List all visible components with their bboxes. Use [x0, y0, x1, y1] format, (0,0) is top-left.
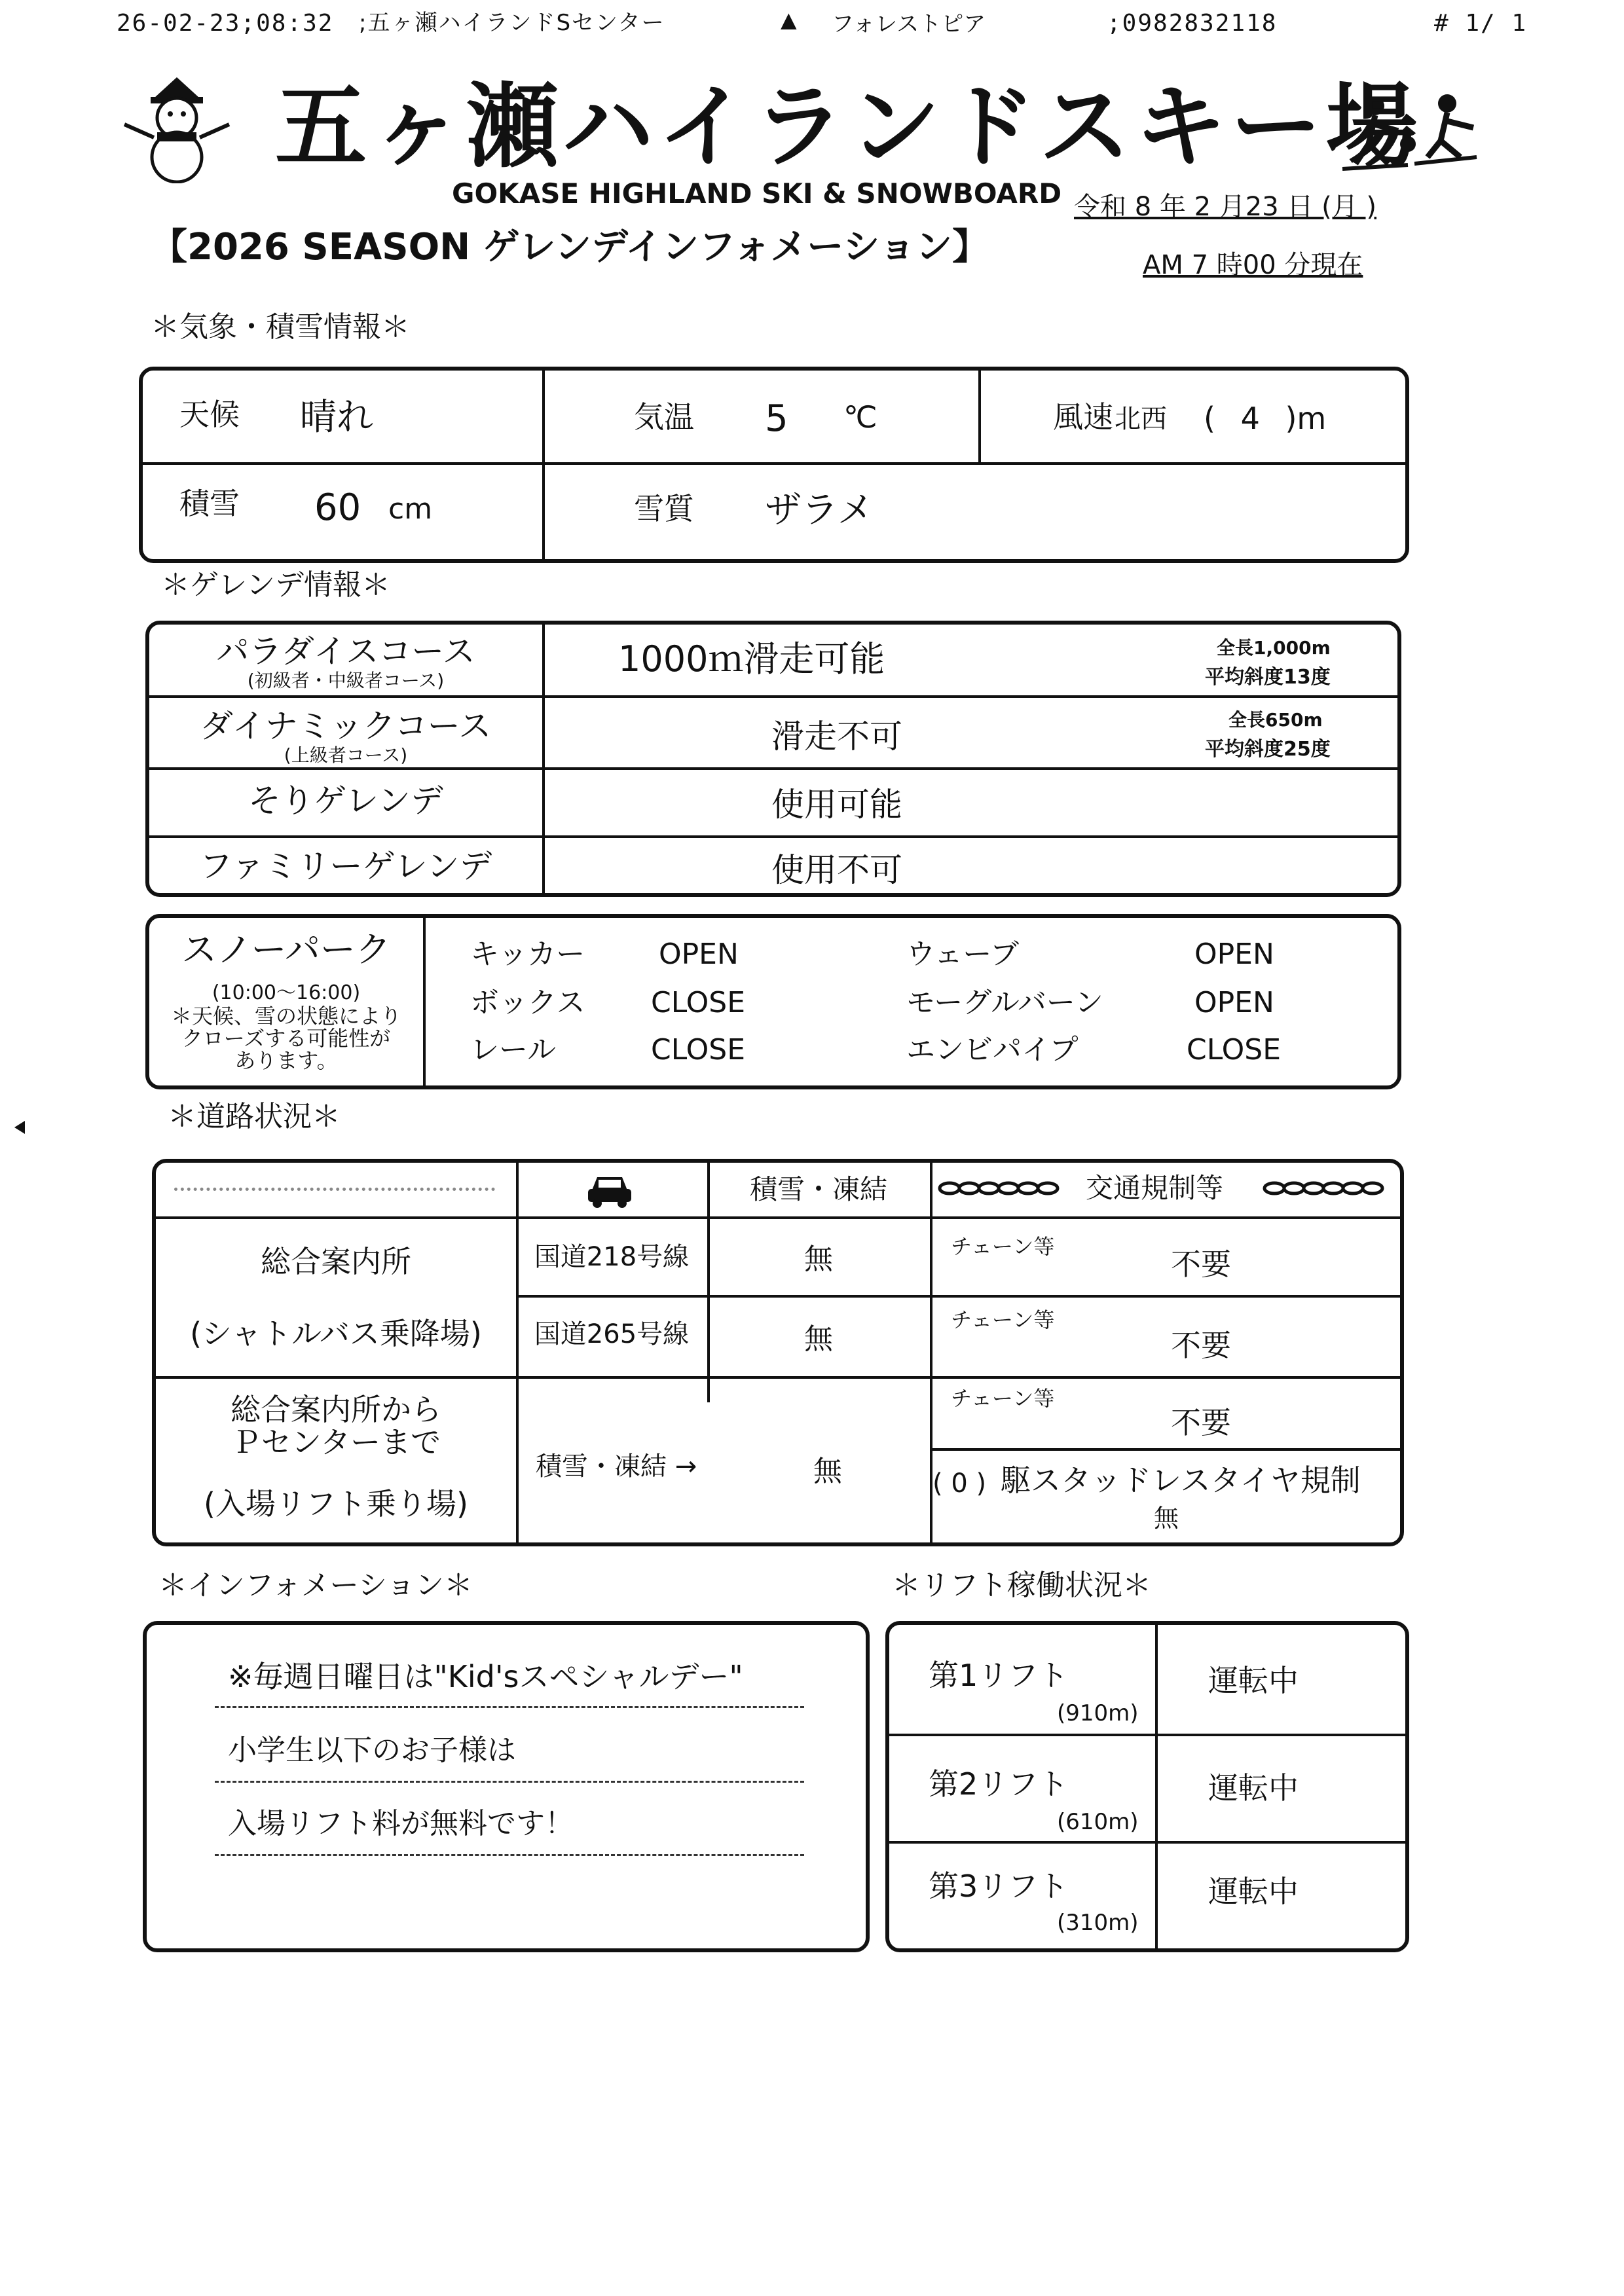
route-name: 国道265号線 [534, 1319, 690, 1349]
weather-section-heading: ＊気象・積雪情報＊ [151, 310, 410, 344]
slopes-section-heading: ＊ゲレンデ情報＊ [161, 568, 391, 602]
slope-sub: (初級者・中級者コース) [247, 670, 445, 691]
temp-unit: ℃ [843, 399, 877, 435]
studless-paren: ( 0 ) [932, 1468, 987, 1499]
wind-direction: 北西 [1115, 404, 1167, 434]
snowpark-table [145, 914, 1401, 1089]
slope-length: 全長650m [1228, 709, 1323, 731]
report-time: AM 7 時00 分現在 [1143, 250, 1363, 280]
lift-status: 運転中 [1208, 1663, 1299, 1698]
temp-value: 5 [765, 397, 788, 440]
park-item-name: ボックス [470, 986, 585, 1019]
slope-name: ファミリーゲレンデ [199, 847, 492, 885]
snowman-logo [118, 72, 236, 183]
info-line: ※毎週日曜日は"Kid'sスペシャルデー" [228, 1659, 743, 1694]
snowpark-hours: (10:00～16:00) [212, 981, 361, 1004]
weather-table [139, 367, 1409, 563]
temp-label: 気温 [634, 399, 694, 435]
park-item-name: エンビパイプ [906, 1033, 1079, 1066]
obscured-header-text [174, 1188, 495, 1191]
road-snow-label: 積雪・凍結 → [536, 1451, 697, 1482]
chain-value: 不要 [1171, 1405, 1231, 1440]
slope-name: そりゲレンデ [248, 782, 443, 820]
snowpark-note: あります。 [234, 1048, 338, 1073]
road-location-sub: (入場リフト乗り場) [204, 1486, 468, 1522]
park-item-name: モーグルバーン [906, 986, 1103, 1019]
park-item-status: OPEN [1194, 938, 1274, 971]
info-section-heading: ＊インフォメーション＊ [158, 1569, 473, 1602]
slopes-table [145, 621, 1401, 897]
wind-label: 風速 [1053, 399, 1113, 435]
snowpark-note: クローズする可能性が [181, 1026, 391, 1051]
lift-name: 第2リフト [929, 1766, 1069, 1802]
slope-status: 使用不可 [771, 851, 902, 889]
chain-icon [1261, 1178, 1399, 1198]
fax-phone: ;0982832118 [1107, 10, 1278, 37]
snow-unit: cm [388, 492, 433, 526]
slope-length: 全長1,000m [1217, 637, 1331, 659]
chain-label: チェーン等 [951, 1386, 1055, 1411]
lift-status: 運転中 [1208, 1874, 1299, 1909]
lift-table [885, 1621, 1409, 1952]
snowpark-title: スノーパーク [181, 929, 391, 970]
slope-angle: 平均斜度13度 [1205, 666, 1331, 689]
slope-status: 1000ｍ滑走可能 [618, 638, 885, 680]
info-line: 入場リフト料が無料です！ [228, 1807, 574, 1840]
slope-name: ダイナミックコース [200, 707, 492, 745]
fax-page: # 1/ 1 [1434, 10, 1528, 37]
lift-length: (910m) [1057, 1700, 1139, 1726]
chain-value: 不要 [1171, 1247, 1231, 1282]
road-table [152, 1159, 1404, 1546]
slope-name: パラダイスコース [216, 632, 475, 670]
lift-status: 運転中 [1208, 1770, 1299, 1806]
weather-value: 晴れ [300, 396, 373, 439]
report-date: 令和 8 年 2 月23 日 (月 ) [1074, 192, 1377, 222]
snow-value: 60 [314, 486, 361, 529]
route-snow: 無 [804, 1243, 833, 1276]
info-line: 小学生以下のお子様は [228, 1734, 516, 1767]
road-location-sub: Ｐセンターまで [231, 1425, 441, 1460]
slope-status: 使用可能 [771, 786, 902, 824]
chain-label: チェーン等 [951, 1234, 1055, 1259]
quality-value: ザラメ [765, 489, 874, 532]
route-name: 国道218号線 [534, 1242, 690, 1272]
chain-label: チェーン等 [951, 1307, 1055, 1332]
snowpark-note: ＊天候、雪の状態により [170, 1004, 401, 1029]
park-item-name: キッカー [470, 938, 585, 971]
quality-label: 雪質 [634, 491, 694, 526]
col-snow-header: 積雪・凍結 [749, 1173, 887, 1205]
info-box [143, 1621, 870, 1952]
park-item-status: CLOSE [651, 986, 746, 1019]
park-item-status: CLOSE [1187, 1033, 1282, 1066]
road-location-sub: (シャトルバス乗降場) [190, 1316, 482, 1351]
park-item-status: OPEN [659, 938, 739, 971]
fax-arrow: ▲ [781, 7, 797, 32]
road-snow-value: 無 [813, 1455, 842, 1488]
lift-name: 第1リフト [929, 1658, 1069, 1693]
fax-datetime: 26-02-23;08:32 [117, 10, 334, 37]
page-title: 五ヶ瀬ハイランドスキー場 [275, 74, 1422, 181]
margin-marker [14, 1121, 25, 1134]
park-item-status: CLOSE [651, 1033, 746, 1066]
weather-label: 天候 [179, 397, 240, 432]
lift-length: (610m) [1057, 1809, 1139, 1835]
park-item-status: OPEN [1194, 986, 1274, 1019]
chain-value: 不要 [1171, 1328, 1231, 1363]
slope-angle: 平均斜度25度 [1205, 738, 1331, 761]
snow-label: 積雪 [179, 486, 240, 521]
chain-icon [936, 1178, 1074, 1198]
fax-receiver: フォレストピア [832, 11, 986, 37]
col-traffic-header: 交通規制等 [1086, 1172, 1224, 1204]
car-icon [585, 1172, 634, 1209]
lift-length: (310m) [1057, 1910, 1139, 1936]
lift-name: 第3リフト [929, 1868, 1069, 1904]
road-location: 総合案内所から [231, 1392, 441, 1427]
park-item-name: ウェーブ [906, 938, 1020, 971]
road-section-heading: ＊道路状況＊ [168, 1100, 341, 1133]
road-location: 総合案内所 [261, 1244, 411, 1279]
slope-status: 滑走不可 [771, 718, 902, 756]
lift-section-heading: ＊リフト稼働状況＊ [892, 1569, 1151, 1602]
subtitle-en: GOKASE HIGHLAND SKI & SNOWBOARD [452, 177, 1062, 210]
slope-sub: (上級者コース) [284, 744, 408, 766]
season-heading: 【2026 SEASON ゲレンデインフォメーション】 [151, 226, 989, 268]
wind-value: ( 4 )m [1204, 401, 1327, 436]
studless-label: 駆スタッドレスタイヤ規制 [1001, 1463, 1361, 1498]
route-snow: 無 [804, 1322, 833, 1356]
park-item-name: レール [470, 1033, 557, 1066]
fax-sender: ;五ヶ瀬ハイランドSセンター [359, 10, 665, 36]
studless-value: 無 [1154, 1504, 1179, 1533]
